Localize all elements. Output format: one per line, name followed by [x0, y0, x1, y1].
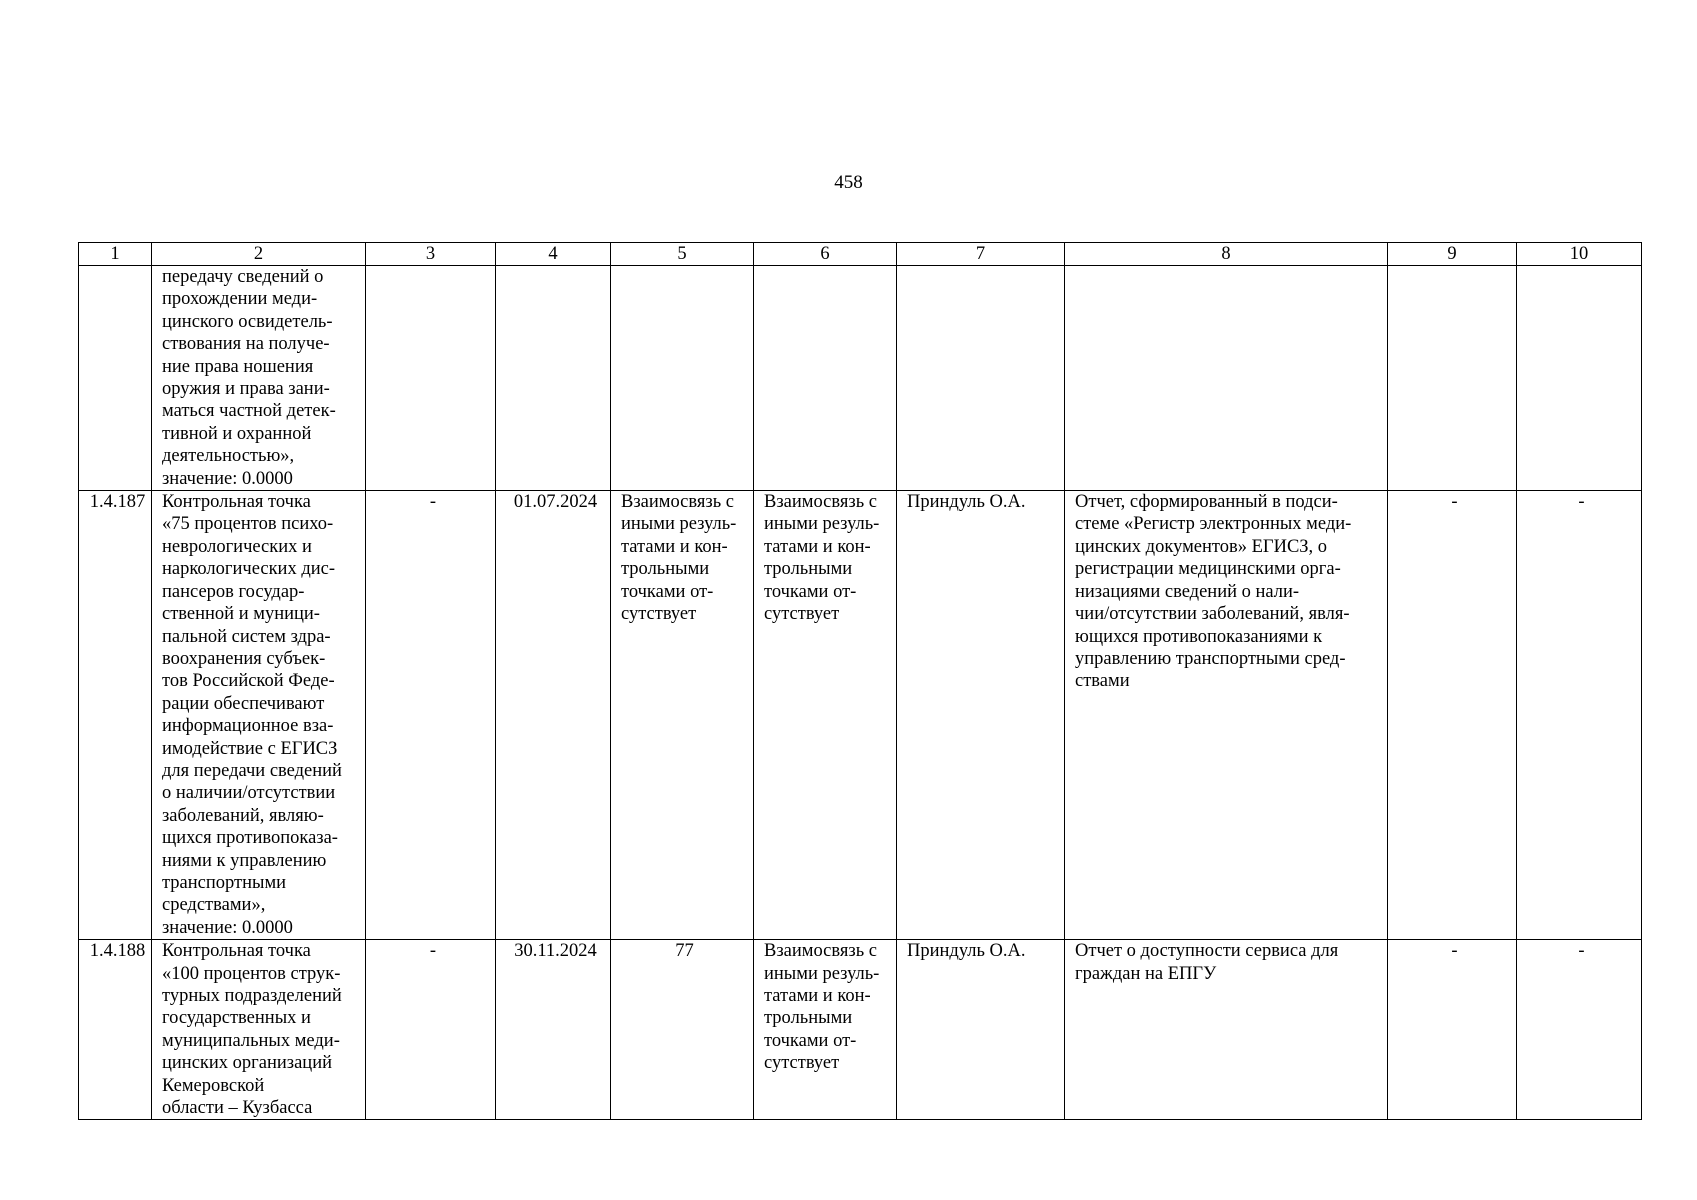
row-col10: -	[1517, 940, 1642, 1120]
row-col8: Отчет, сформированный в подси- стеме «Регистр электронных меди- цинских документов» ЕГИСЗ, о регистрации медицинскими орга- низациями сведений о нали- чии/отсутствии заболеваний, явля- ющихся противопоказаниями к управлению транспортными сред- ствами	[1065, 491, 1388, 940]
row-responsible	[897, 266, 1065, 491]
header-cell-7: 7	[897, 243, 1065, 266]
header-cell-10: 10	[1517, 243, 1642, 266]
row-responsible: Приндуль О.А.	[897, 491, 1065, 940]
row-col10	[1517, 266, 1642, 491]
row-name: передачу сведений о прохождении меди- цинского освидетель- ствования на получе- ние права ношения оружия и права зани- маться частной детек- тивной и охранной деятельностью», значение: 0.0000	[152, 266, 366, 491]
row-col3	[366, 266, 496, 491]
row-col3: -	[366, 940, 496, 1120]
header-cell-8: 8	[1065, 243, 1388, 266]
header-cell-1: 1	[79, 243, 152, 266]
row-col6: Взаимосвязь с иными резуль- татами и кон- трольными точками от- сутствует	[754, 940, 897, 1120]
row-col8: Отчет о доступности сервиса для граждан на ЕПГУ	[1065, 940, 1388, 1120]
row-date: 01.07.2024	[496, 491, 611, 940]
row-date: 30.11.2024	[496, 940, 611, 1120]
row-col6: Взаимосвязь с иными резуль- татами и кон- трольными точками от- сутствует	[754, 491, 897, 940]
table-row	[79, 491, 1642, 940]
page-number: 458	[834, 172, 863, 193]
row-col3: -	[366, 491, 496, 940]
header-cell-6: 6	[754, 243, 897, 266]
plan-table	[78, 242, 1642, 1120]
row-number: 1.4.188	[79, 940, 152, 1120]
row-date	[496, 266, 611, 491]
row-col10: -	[1517, 491, 1642, 940]
header-row	[79, 243, 1642, 266]
row-col9	[1388, 266, 1517, 491]
table-row	[79, 266, 1642, 491]
row-responsible: Приндуль О.А.	[897, 940, 1065, 1120]
row-number: 1.4.187	[79, 491, 152, 940]
row-number	[79, 266, 152, 491]
header-cell-9: 9	[1388, 243, 1517, 266]
row-name: Контрольная точка «100 процентов струк- турных подразделений государственных и муниципальных меди- цинских организаций Кемеровской области – Кузбасса	[152, 940, 366, 1120]
row-col5	[611, 266, 754, 491]
table-row	[79, 940, 1642, 1120]
header-cell-3: 3	[366, 243, 496, 266]
row-col9: -	[1388, 491, 1517, 940]
row-col9: -	[1388, 940, 1517, 1120]
header-cell-2: 2	[152, 243, 366, 266]
header-cell-5: 5	[611, 243, 754, 266]
row-col8	[1065, 266, 1388, 491]
row-name: Контрольная точка «75 процентов психо- неврологических и наркологических дис- пансеров государ- ственной и муници- пальной систем здра- воохранения субъек- тов Российской Феде- рации обеспечивают информационное вза- имодействие с ЕГИСЗ для передачи сведений о наличии/отсутствии заболеваний, являю- щихся противопоказа- ниями к управлению транспортными средствами», значение: 0.0000	[152, 491, 366, 940]
row-col5: 77	[611, 940, 754, 1120]
row-col5: Взаимосвязь с иными резуль- татами и кон- трольными точками от- сутствует	[611, 491, 754, 940]
row-col6	[754, 266, 897, 491]
header-cell-4: 4	[496, 243, 611, 266]
